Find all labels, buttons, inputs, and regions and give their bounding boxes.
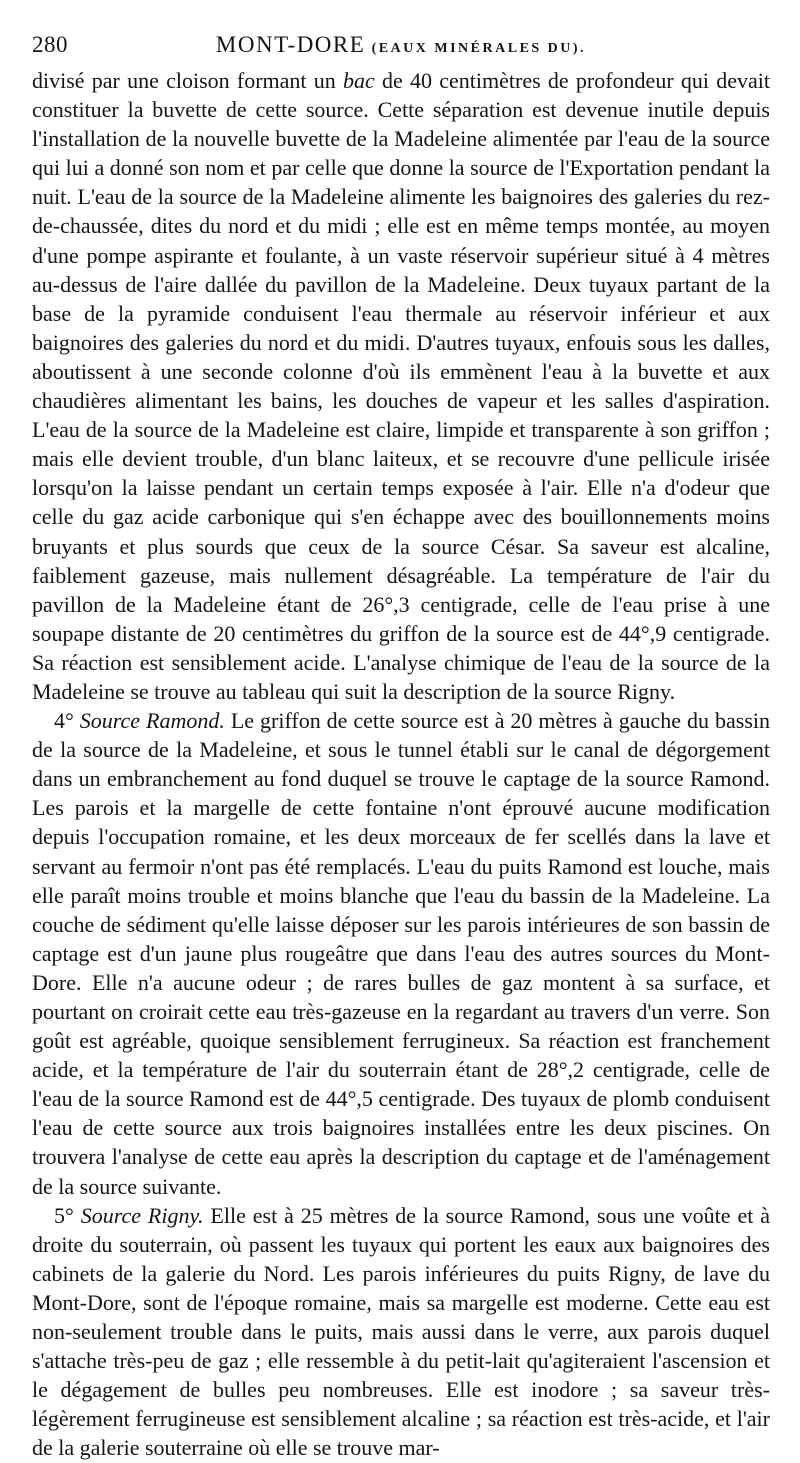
paragraph-source-rigny [32,1201,770,1463]
section-number: 5° [54,1202,81,1228]
paragraph-text: Elle est à 25 mètres de la source Ramond, sous une voûte et à droite du souterrain, où passent les tuyaux qui portent les eaux aux baignoires des cabinets de la galerie du Nord. Les parois inférieures du puits Rigny, de lave du Mont-Dore, sont de l'époque romaine, mais sa margelle est moderne. Cette eau est non-seulement trouble dans le puits, mais aussi dans le verre, aux parois duquel s'attache très-peu de gaz ; elle ressemble à du petit-lait qu'agiteraient l'ascension et le dégagement de bulles peu nombreuses. Elle est inodore ; sa saveur très-légèrement ferrugineuse est sensiblement alcaline ; sa réaction est très-acide, et l'air de la galerie souterraine où elle se trouve mar- [32,1202,770,1461]
body-text [32,66,770,1463]
paragraph-madeleine-continued [32,66,770,706]
section-number: 4° [54,708,80,734]
paragraph-text: Le griffon de cette source est à 20 mètres à gauche du bassin de la source de la Madeleine, et sous le tunnel établi sur le canal de dégorgement dans un embranchement au fond duquel se trouve le captage de la source Ramond. Les parois et la margelle de cette fontaine n'ont éprouvé aucune modification depuis l'occupation romaine, et les deux morceaux de fer scellés dans la lave et servant au fermoir n'ont pas été remplacés. L'eau du puits Ramond est louche, mais elle paraît moins trouble et moins blanche que l'eau du bassin de la Madeleine. La couche de sédiment qu'elle laisse déposer sur les parois intérieures de son bassin de captage est d'un jaune plus rougeâtre que dans l'eau des autres sources du Mont-Dore. Elle n'a aucune odeur ; de rares bulles de gaz montent à sa surface, et pourtant on croirait cette eau très-gazeuse en la regardant au travers d'un verre. Son goût est agréable, quoique sensiblement ferrugineux. Sa réaction est franchement acide, et la température de l'air du souterrain étant de 28°,2 centigrade, celle de l'eau de la source Ramond est de 44°,5 centigrade. Des tuyaux de plomb conduisent l'eau de cette source aux trois baignoires installées entre les deux piscines. On trouvera l'analyse de cette eau après la description du captage et de l'aménagement de la source suivante. [32,708,770,1199]
paragraph-text: de 40 centimètres de profondeur qui devait constituer la buvette de cette source. Cette séparation est devenue inutile depuis l'installation de la nouvelle buvette de la Madeleine alimentée par l'eau de la source qui lui a donné son nom et par celle que donne la source de l'Exportation pendant la nuit. L'eau de la source de la Madeleine alimente les baignoires des galeries du rez-de-chaussée, dites du nord et du midi ; elle est en même temps montée, au moyen d'une pompe aspirante et foulante, à un vaste réservoir supérieur situé à 4 mètres au-dessus de l'aire dallée du pavillon de la Madeleine. Deux tuyaux partant de la base de la pyramide conduisent l'eau thermale au réservoir inférieur et aux baignoires des galeries du nord et du midi. D'autres tuyaux, enfouis sous les dalles, aboutissent à une seconde colonne d'où ils emmènent l'eau à la buvette et aux chaudières alimentant les bains, les douches de vapeur et les salles d'aspiration. L'eau de la source de la Madeleine est claire, limpide et transparente à son griffon ; mais elle devient trouble, d'un blanc laiteux, et se recouvre d'une pellicule irisée lorsqu'on la laisse pendant un certain temps exposée à l'air. Elle n'a d'odeur que celle du gaz acide carbonique qui s'en échappe avec des bouillonnements moins bruyants et plus sourds que ceux de la source César. Sa saveur est alcaline, faiblement gazeuse, mais nullement désagréable. La température de l'air du pavillon de la Madeleine étant de 26°,3 centigrade, celle de l'eau prise à une soupape distante de 20 centimètres du griffon de la source est de 44°,9 centigrade. Sa réaction est sensiblement acide. L'analyse chimique de l'eau de la source de la Madeleine se trouve au tableau qui suit la description de la source Rigny. [32,68,770,704]
paragraph-text: divisé par une cloison formant un [32,68,344,93]
section-heading: Source Ramond. [79,708,225,734]
paragraph-source-ramond [32,706,770,1201]
running-title [32,32,770,58]
section-heading: Source Rigny. [80,1202,204,1228]
running-head [32,24,770,64]
page-number: 280 [32,32,68,57]
italic-term: bac [343,68,375,93]
running-title-main: MONT-DORE [215,32,366,57]
running-title-sub: (EAUX MINÉRALES DU). [371,41,587,56]
